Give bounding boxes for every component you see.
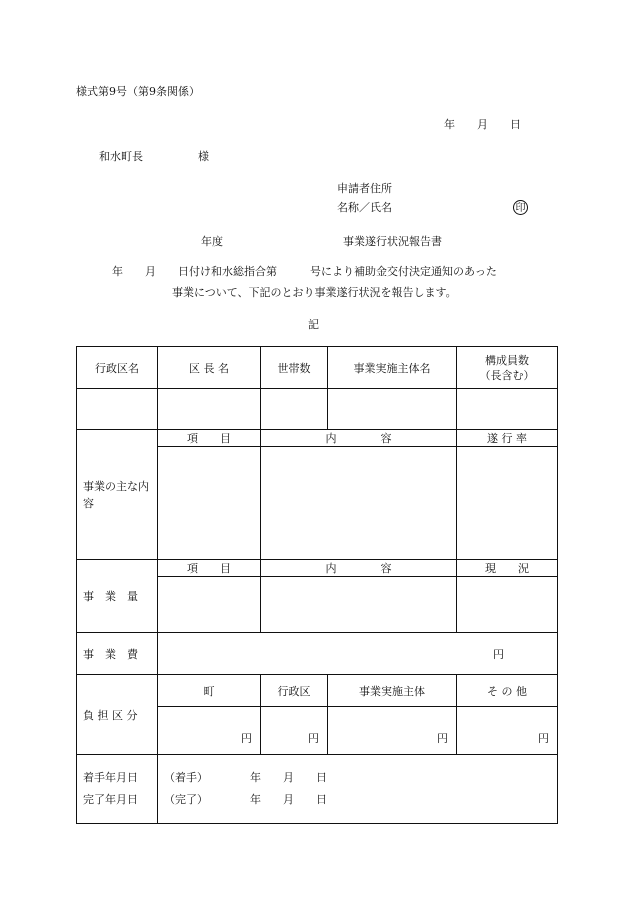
burden-town-header: 町 [158, 675, 261, 707]
seal-mark: 印 [513, 200, 528, 215]
burden-district-header: 行政区 [261, 675, 328, 707]
members-header-line1: 構成員数 [485, 353, 529, 367]
applicant-name-label: 名称／氏名 [337, 201, 392, 214]
main-content-rate-header: 遂 行 率 [457, 430, 558, 447]
volume-subheader-row [77, 560, 558, 577]
dates-label-cell [77, 755, 158, 824]
end-date-blank: 年 月 日 [250, 793, 327, 806]
applicant-address-label: 申請者住所 [337, 182, 392, 195]
volume-item-field[interactable] [158, 577, 261, 633]
header-input-row [77, 389, 558, 430]
burden-header-row [77, 675, 558, 707]
implementing-body-field[interactable] [328, 389, 457, 430]
report-title: 事業遂行状況報告書 [343, 235, 442, 248]
burden-town-amount[interactable]: 円 [158, 707, 261, 755]
end-date-line [164, 789, 557, 811]
end-date-label: 完了年月日 [83, 793, 138, 806]
start-paren: （着手） [164, 771, 208, 784]
main-content-rate-field[interactable] [457, 447, 558, 560]
members-header-line2: （長含む） [479, 368, 535, 382]
volume-status-header: 現 況 [457, 560, 558, 577]
cost-field[interactable]: 円 [158, 633, 558, 675]
main-content-item-field[interactable] [158, 447, 261, 560]
members-field[interactable] [457, 389, 558, 430]
body-text-line1: 年 月 日付け和水総指合第 号により補助金交付決定通知のあった [112, 265, 497, 278]
households-header: 世帯数 [261, 347, 328, 389]
volume-content-header: 内 容 [261, 560, 457, 577]
end-paren: （完了） [164, 793, 208, 806]
ward-head-name-field[interactable] [158, 389, 261, 430]
volume-label: 事 業 量 [77, 560, 158, 633]
households-field[interactable] [261, 389, 328, 430]
volume-status-field[interactable] [457, 577, 558, 633]
start-date-line [164, 767, 557, 789]
burden-district-amount[interactable]: 円 [261, 707, 328, 755]
volume-item-header: 項 目 [158, 560, 261, 577]
header-row [77, 347, 558, 389]
district-name-header: 行政区名 [77, 347, 158, 389]
report-form-table [76, 346, 558, 824]
cost-label: 事 業 費 [77, 633, 158, 675]
form-number: 様式第9号（第9条関係） [76, 85, 200, 98]
addressee: 和水町長 様 [99, 150, 209, 163]
burden-implementing-amount[interactable]: 円 [328, 707, 457, 755]
main-content-content-header: 内 容 [261, 430, 457, 447]
fiscal-year-label: 年度 [201, 235, 223, 248]
burden-implementing-header: 事業実施主体 [328, 675, 457, 707]
dates-value-cell[interactable] [158, 755, 558, 824]
burden-other-amount[interactable]: 円 [457, 707, 558, 755]
implementing-body-header: 事業実施主体名 [328, 347, 457, 389]
ward-head-name-header: 区 長 名 [158, 347, 261, 389]
cost-row [77, 633, 558, 675]
burden-label: 負 担 区 分 [77, 675, 158, 755]
dates-row [77, 755, 558, 824]
body-text-line2: 事業について、下記のとおり事業遂行状況を報告します。 [172, 286, 457, 299]
district-name-field[interactable] [77, 389, 158, 430]
main-content-content-field[interactable] [261, 447, 457, 560]
main-content-subheader-row [77, 430, 558, 447]
main-content-item-header: 項 目 [158, 430, 261, 447]
start-date-label: 着手年月日 [83, 771, 138, 784]
burden-other-header: そ の 他 [457, 675, 558, 707]
volume-content-field[interactable] [261, 577, 457, 633]
start-date-blank: 年 月 日 [250, 771, 327, 784]
date-line: 年 月 日 [444, 118, 521, 131]
members-header [457, 347, 558, 389]
ki-heading: 記 [308, 318, 319, 331]
main-content-label: 事業の主な内容 [77, 430, 158, 560]
